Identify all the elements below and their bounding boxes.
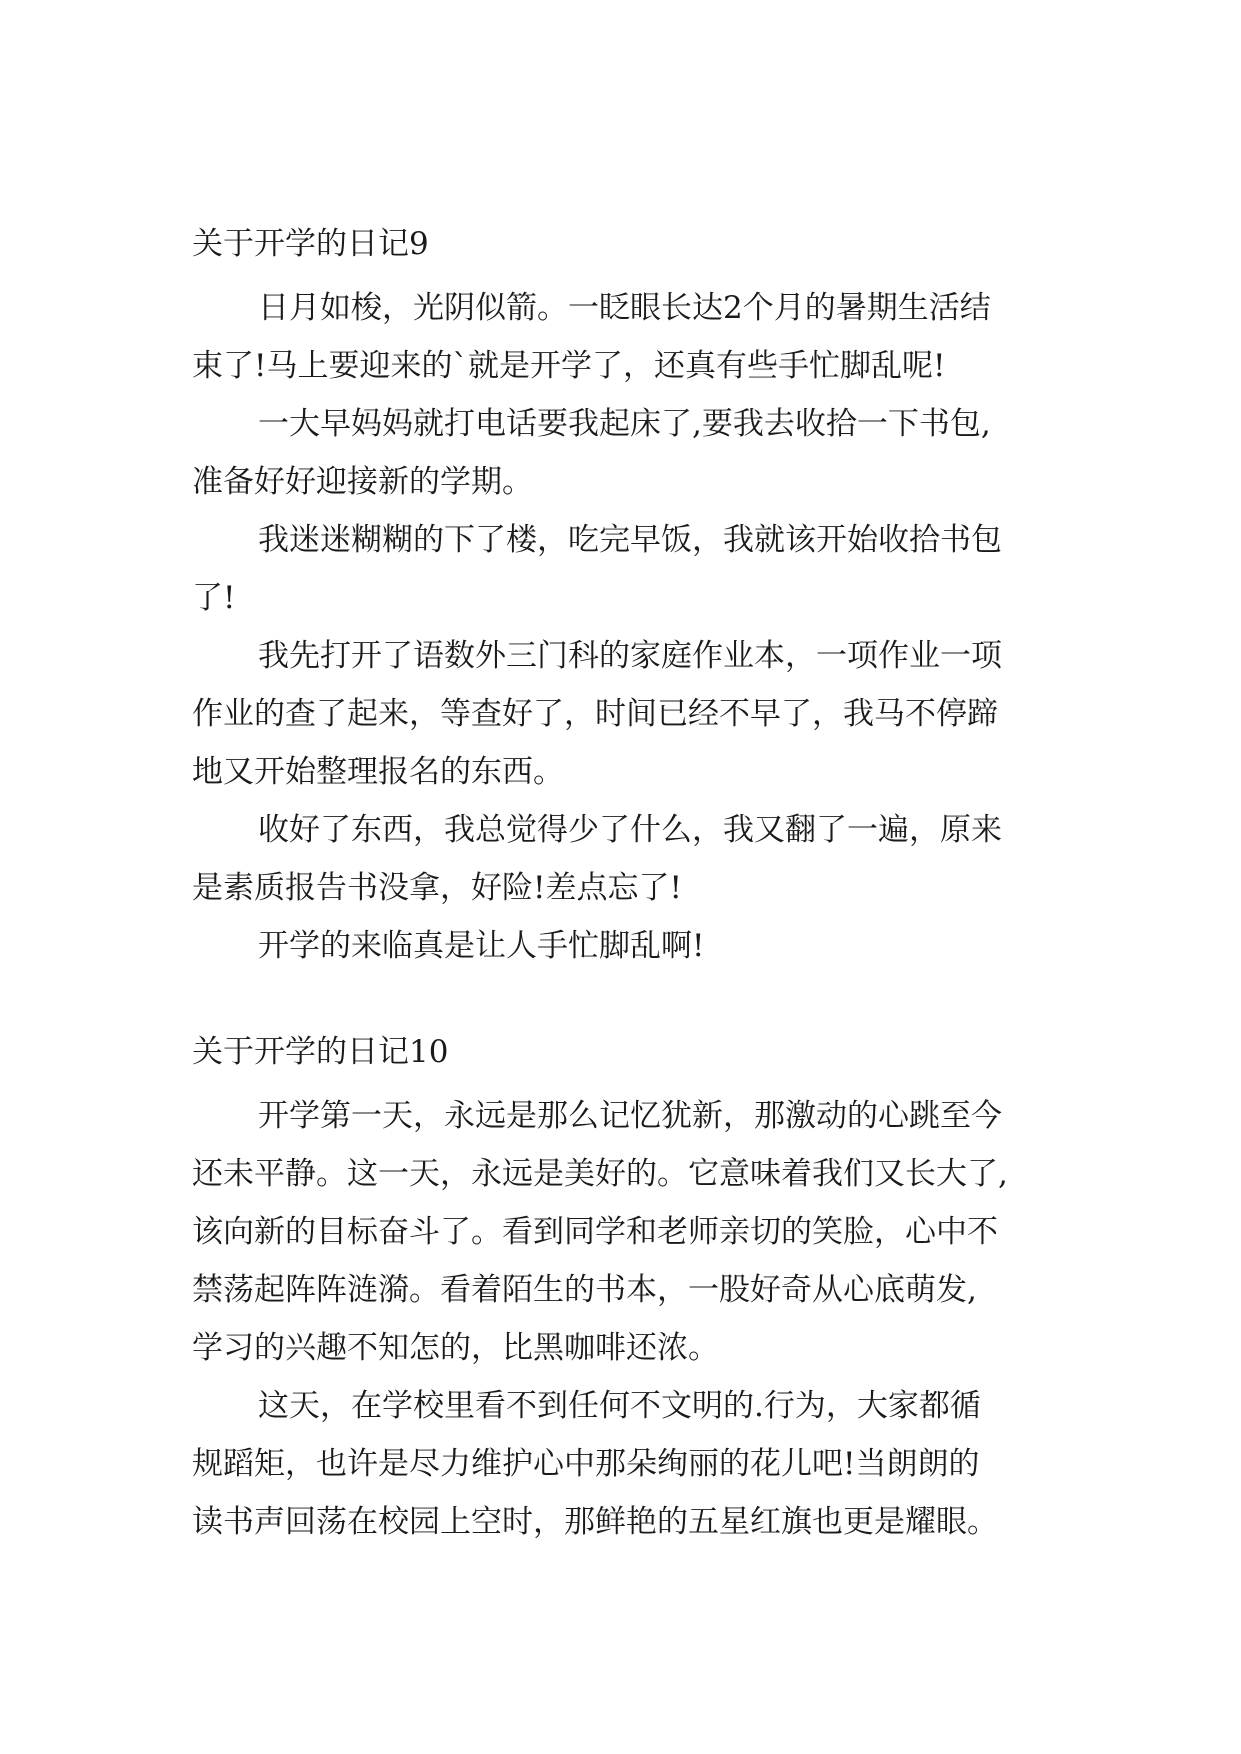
diary-9-line-8: 作业的查了起来，等查好了，时间已经不早了，我马不停蹄 [192, 696, 998, 732]
diary-10-line-4: 禁荡起阵阵涟漪。看着陌生的书本，一股好奇从心底萌发, [192, 1272, 977, 1308]
diary-10-line-6: 这天，在学校里看不到任何不文明的.行为，大家都循 [258, 1388, 981, 1424]
diary-9-line-3: 一大早妈妈就打电话要我起床了,要我去收拾一下书包, [258, 406, 991, 442]
diary-10-line-1: 开学第一天，永远是那么记忆犹新，那激动的心跳至今 [258, 1098, 1002, 1134]
diary-9-line-12: 开学的来临真是让人手忙脚乱啊! [258, 928, 705, 964]
diary-10-line-3: 该向新的目标奋斗了。看到同学和老师亲切的笑脸，心中不 [192, 1214, 998, 1250]
diary-9-line-2: 束了!马上要迎来的`就是开学了，还真有些手忙脚乱呢! [192, 348, 946, 384]
diary-entry-9-title: 关于开学的日记9 [192, 226, 429, 262]
diary-9-line-4: 准备好好迎接新的学期。 [192, 464, 533, 500]
diary-9-line-6: 了! [192, 580, 236, 616]
diary-9-line-11: 是素质报告书没拿，好险!差点忘了! [192, 870, 682, 906]
diary-10-line-5: 学习的兴趣不知怎的，比黑咖啡还浓。 [192, 1330, 719, 1366]
diary-10-line-7: 规蹈矩，也许是尽力维护心中那朵绚丽的花儿吧!当朗朗的 [192, 1446, 980, 1482]
diary-9-line-1: 日月如梭，光阴似箭。一眨眼长达2个月的暑期生活结 [258, 290, 991, 326]
diary-10-line-2: 还未平静。这一天，永远是美好的。它意味着我们又长大了, [192, 1156, 1008, 1192]
diary-entry-10-title: 关于开学的日记10 [192, 1034, 449, 1070]
diary-10-line-8: 读书声回荡在校园上空时，那鲜艳的五星红旗也更是耀眼。 [192, 1504, 998, 1540]
diary-9-line-7: 我先打开了语数外三门科的家庭作业本，一项作业一项 [258, 638, 1002, 674]
diary-9-line-5: 我迷迷糊糊的下了楼，吃完早饭，我就该开始收拾书包 [258, 522, 1002, 558]
diary-9-line-10: 收好了东西，我总觉得少了什么，我又翻了一遍，原来 [258, 812, 1002, 848]
diary-9-line-9: 地又开始整理报名的东西。 [192, 754, 564, 790]
